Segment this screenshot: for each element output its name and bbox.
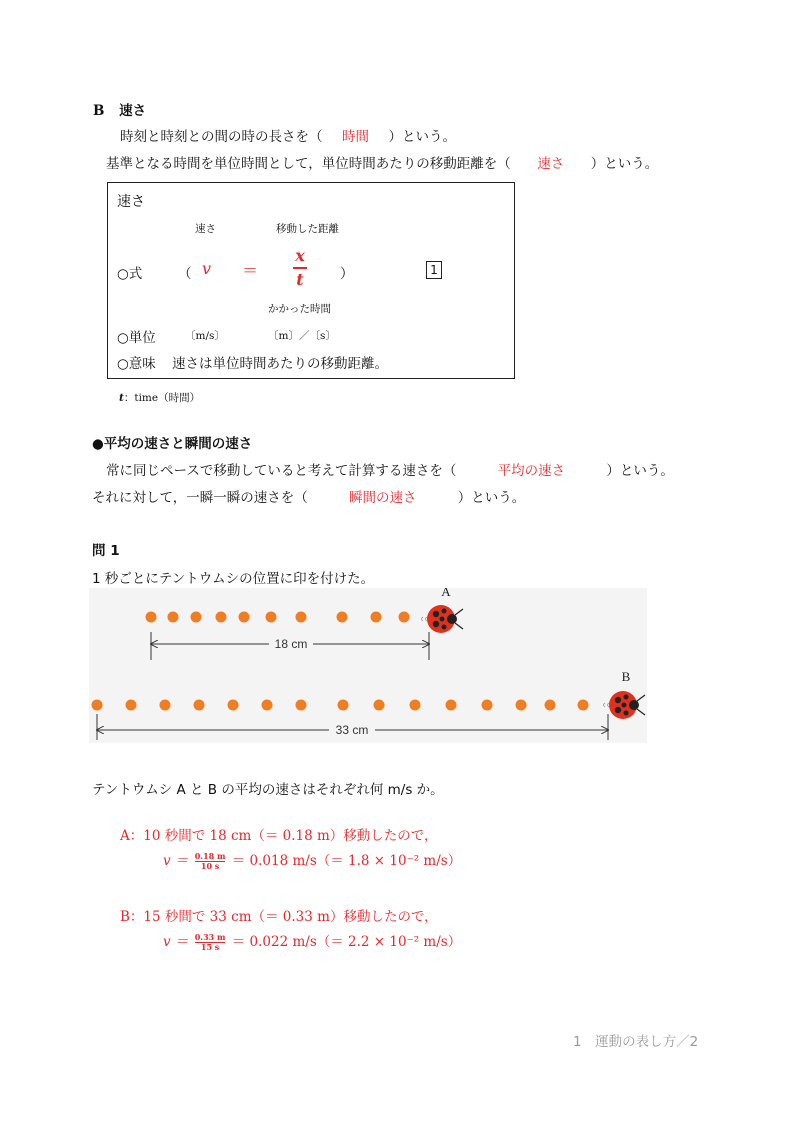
answer-b-result: ＝ 0.022 m/s（＝ 2.2 × 10⁻² m/s）: [231, 934, 462, 950]
definition-speed: [106, 152, 658, 172]
answer-a-fraction-den: 10 s: [200, 861, 220, 871]
answer-a-result: ＝ 0.018 m/s（＝ 1.8 × 10⁻² m/s）: [231, 853, 462, 869]
page-footer: 1 運動の表し方／2: [573, 1034, 699, 1050]
question-text: テントウムシ A と B の平均の速さはそれぞれ何 m/s か。: [92, 782, 444, 798]
answer-b-fraction-num: 0.33 m: [194, 932, 226, 942]
label-a: A: [441, 588, 451, 599]
dot-a-2: [168, 612, 179, 623]
note-var: t: [119, 392, 124, 404]
dot-a-10: [399, 612, 410, 623]
var-v: v: [202, 259, 212, 278]
dot-b-10: [410, 700, 421, 711]
answer-b-fraction: [195, 933, 226, 952]
label-b: B: [621, 669, 631, 684]
dot-a-1: [146, 612, 157, 623]
section-header: [93, 99, 146, 119]
definition-time: [120, 125, 456, 145]
dot-a-3: [191, 612, 202, 623]
ladybug-diagram: [89, 588, 647, 743]
dot-a-5: [239, 612, 250, 623]
answer-a-v: v ＝: [163, 853, 189, 869]
text: 基準となる時間を単位時間として，単位時間あたりの移動距離を（: [106, 156, 511, 172]
text: ）という。: [606, 463, 674, 479]
avg-definition: [106, 459, 674, 479]
fraction-numerator: x: [295, 246, 305, 265]
paren-close: ）: [340, 266, 354, 282]
ladybug-b-icon: [604, 691, 646, 719]
dot-b-12: [482, 700, 493, 711]
dot-b-7: [296, 700, 307, 711]
instant-definition: [92, 486, 525, 506]
dot-b-13: [516, 700, 527, 711]
text: ）という。: [457, 490, 526, 506]
answer-b-fraction-den: 15 s: [200, 942, 220, 952]
dot-b-8: [338, 700, 349, 711]
unit-distance-time: 〔m〕／〔s〕: [268, 330, 336, 342]
meaning-text: 速さは単位時間あたりの移動距離。: [172, 356, 388, 372]
fraction-bar: [293, 267, 307, 269]
dot-a-6: [266, 612, 277, 623]
unit-speed: 〔m/s〕: [185, 330, 225, 342]
avg-heading: ●平均の速さと瞬間の速さ: [92, 436, 253, 452]
label-time: かかった時間: [268, 303, 331, 315]
note-text: ：time（時間）: [123, 392, 201, 404]
answer-b-v: v ＝: [163, 934, 189, 950]
ladybug-a-icon: [422, 605, 464, 633]
dot-b-1: [92, 700, 103, 711]
text: それに対して，一瞬一瞬の速さを（: [92, 490, 308, 506]
text: 時刻と時刻との間の時の長さを（: [120, 129, 323, 145]
text: ）という。: [388, 129, 456, 145]
dot-a-9: [371, 612, 382, 623]
section-letter: B: [93, 103, 105, 119]
fraction-denominator: t: [296, 269, 304, 289]
label-distance: 移動した距離: [276, 223, 339, 235]
answer-average-speed: 平均の速さ: [497, 463, 566, 479]
question-heading: 問 1: [92, 543, 120, 559]
time-note: [119, 390, 200, 405]
unit-label: ○単位: [117, 330, 156, 346]
text: ）という。: [590, 156, 659, 172]
dot-b-6: [262, 700, 273, 711]
answer-a-fraction: [195, 852, 226, 871]
answer-a-line1: A：10 秒間で 18 cm（＝ 0.18 m）移動したので，: [120, 828, 438, 844]
speed-definition-box: [107, 182, 515, 379]
question-intro: 1 秒ごとにテントウムシの位置に印を付けた。: [92, 571, 375, 587]
equals-sign: ＝: [242, 261, 259, 280]
dot-a-7: [296, 612, 307, 623]
formula-label: ○式: [117, 266, 143, 282]
meaning-label: ○意味: [117, 356, 156, 372]
fraction-x-over-t: [293, 247, 307, 289]
dot-b-15: [578, 700, 589, 711]
section-title: 速さ: [119, 103, 147, 119]
distance-b-label: 33 cm: [335, 723, 369, 737]
answer-speed: 速さ: [537, 156, 565, 172]
dot-a-8: [337, 612, 348, 623]
box-title: 速さ: [117, 194, 145, 210]
dot-b-14: [545, 700, 556, 711]
distance-a-label: 18 cm: [274, 637, 308, 651]
answer-a-fraction-num: 0.18 m: [194, 851, 226, 861]
dot-b-4: [194, 700, 205, 711]
ladybug-illustration: [89, 588, 647, 743]
dot-a-4: [216, 612, 227, 623]
dot-b-3: [160, 700, 171, 711]
answer-instant-speed: 瞬間の速さ: [348, 490, 417, 506]
dots-row-a: [146, 612, 410, 623]
dot-b-11: [446, 700, 457, 711]
dot-b-9: [374, 700, 385, 711]
dots-row-b: [92, 700, 589, 711]
dot-b-5: [228, 700, 239, 711]
answer-b-line1: B：15 秒間で 33 cm（＝ 0.33 m）移動したので，: [120, 909, 438, 925]
paren-open: （: [178, 266, 192, 282]
answer-a-line2: [163, 849, 461, 871]
answer-b-line2: [163, 930, 461, 952]
equation-number: 1: [426, 261, 442, 279]
dot-b-2: [126, 700, 137, 711]
answer-time: 時間: [342, 129, 369, 145]
text: 常に同じペースで移動していると考えて計算する速さを（: [106, 463, 457, 479]
label-speed: 速さ: [195, 223, 216, 235]
